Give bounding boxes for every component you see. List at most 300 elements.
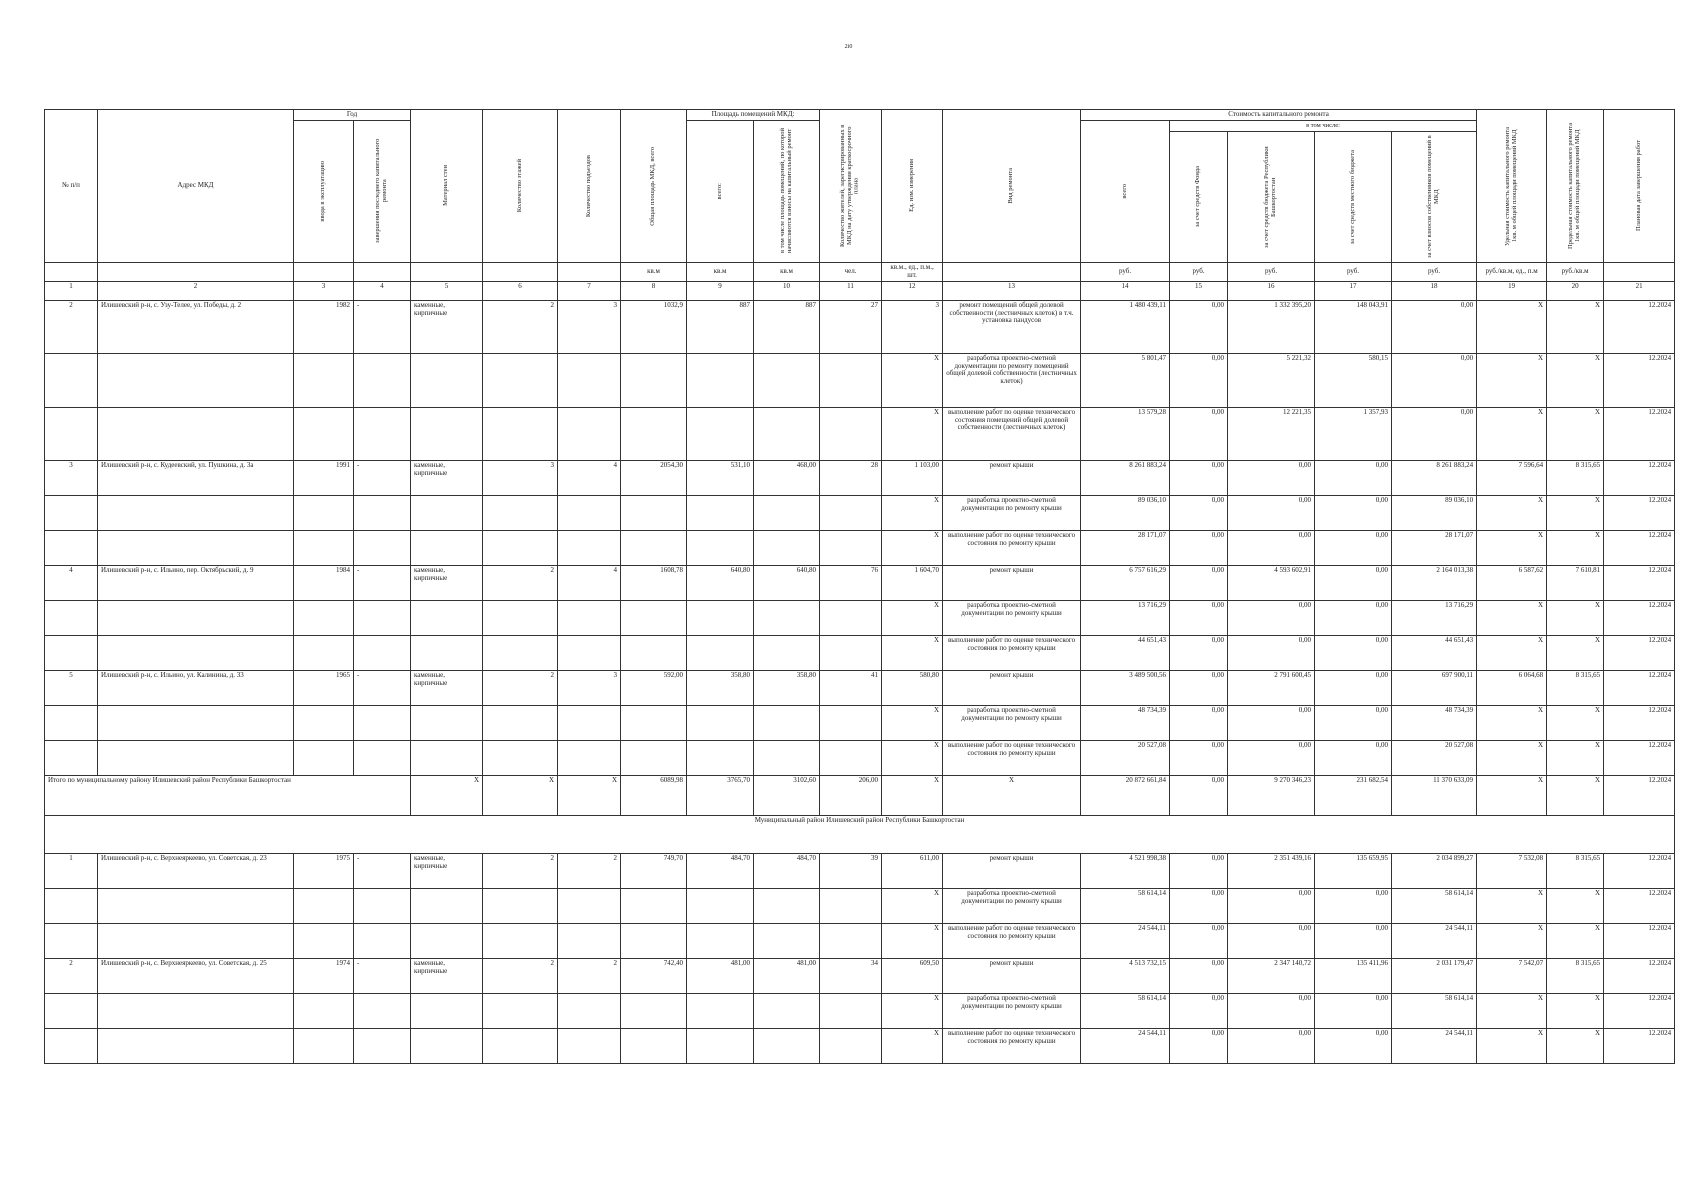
cell-fee xyxy=(754,600,820,635)
header-cost-total: всего xyxy=(1081,120,1170,262)
table-row xyxy=(45,300,1675,353)
cell-s15: 0,00 xyxy=(1170,853,1228,888)
cell-s14: 20 527,08 xyxy=(1081,740,1170,775)
cell-s18: 89 036,10 xyxy=(1392,495,1477,530)
cell-mat: каменные, кирпичные xyxy=(411,670,483,705)
units-row xyxy=(45,262,1675,281)
cell-s16: 0,00 xyxy=(1228,705,1315,740)
cell-floors xyxy=(483,407,558,460)
cell-all: 484,70 xyxy=(687,853,754,888)
cell-no xyxy=(45,353,98,407)
cell-no xyxy=(45,635,98,670)
cell-people xyxy=(820,635,882,670)
cell-year xyxy=(294,353,354,407)
column-number: 17 xyxy=(1315,281,1392,300)
cell-work: ремонт крыши xyxy=(943,460,1081,495)
cell-s15: 0,00 xyxy=(1170,958,1228,993)
cell-no xyxy=(45,888,98,923)
cell-unit: X xyxy=(882,705,943,740)
cell-ent: 3 xyxy=(558,670,621,705)
cell-unit: X xyxy=(882,635,943,670)
table-row xyxy=(45,1028,1675,1063)
cell-s15: 0,00 xyxy=(1170,705,1228,740)
cell-last xyxy=(354,353,411,407)
cell-fee xyxy=(754,495,820,530)
cell-s16: 12 221,35 xyxy=(1228,407,1315,460)
header-residents: Количество жителей, зарегистрированных в МКД на дату утверждения краткосрочного плана xyxy=(820,110,882,263)
cell-fee xyxy=(754,923,820,958)
cell-s19: X xyxy=(1477,635,1547,670)
column-number: 9 xyxy=(687,281,754,300)
cell-people xyxy=(820,740,882,775)
cell-s17: 148 043,91 xyxy=(1315,300,1392,353)
cell-all xyxy=(687,407,754,460)
cell-fee: 358,80 xyxy=(754,670,820,705)
total-cell: 3765,70 xyxy=(687,775,754,815)
cell-last xyxy=(354,635,411,670)
table-row xyxy=(45,705,1675,740)
cell-fee: 484,70 xyxy=(754,853,820,888)
cell-no xyxy=(45,407,98,460)
cell-s18: 2 034 899,27 xyxy=(1392,853,1477,888)
cell-floors xyxy=(483,740,558,775)
cell-floors xyxy=(483,530,558,565)
header-area-all: всего: xyxy=(687,120,754,262)
cell-year xyxy=(294,923,354,958)
header-total-area: Общая площадь МКД, всего xyxy=(621,110,687,263)
cell-s21: 12.2024 xyxy=(1604,740,1675,775)
cell-people: 39 xyxy=(820,853,882,888)
cell-mat xyxy=(411,1028,483,1063)
cell-all: 640,80 xyxy=(687,565,754,600)
cell-s18: 2 031 179,47 xyxy=(1392,958,1477,993)
cell-s14: 1 480 439,11 xyxy=(1081,300,1170,353)
cell-s21: 12.2024 xyxy=(1604,407,1675,460)
cell-year xyxy=(294,495,354,530)
cell-people: 34 xyxy=(820,958,882,993)
table-row xyxy=(45,495,1675,530)
cell-year xyxy=(294,740,354,775)
cell-work: разработка проектно-сметной документации по ремонту крыши xyxy=(943,705,1081,740)
cell-s14: 28 171,07 xyxy=(1081,530,1170,565)
cell-work: разработка проектно-сметной документации по ремонту крыши xyxy=(943,600,1081,635)
cell-all xyxy=(687,888,754,923)
cell-s20: X xyxy=(1547,635,1604,670)
cell-people xyxy=(820,530,882,565)
cell-last xyxy=(354,705,411,740)
cell-s21: 12.2024 xyxy=(1604,993,1675,1028)
column-number: 15 xyxy=(1170,281,1228,300)
cell-s16: 5 221,32 xyxy=(1228,353,1315,407)
cell-s15: 0,00 xyxy=(1170,1028,1228,1063)
cell-address: Илишевский р-н, с. Верхнеяркеево, ул. Советская, д. 25 xyxy=(98,958,294,993)
total-cell: X xyxy=(1547,775,1604,815)
cell-last: - xyxy=(354,670,411,705)
cell-total xyxy=(621,993,687,1028)
total-cell: 206,00 xyxy=(820,775,882,815)
column-number: 2 xyxy=(98,281,294,300)
cell-s20: X xyxy=(1547,1028,1604,1063)
cell-floors xyxy=(483,353,558,407)
cell-year xyxy=(294,705,354,740)
cell-ent xyxy=(558,993,621,1028)
column-number: 21 xyxy=(1604,281,1675,300)
cell-year: 1975 xyxy=(294,853,354,888)
cell-fee: 468,00 xyxy=(754,460,820,495)
total-cell: 11 370 633,09 xyxy=(1392,775,1477,815)
header-work-type: Вид ремонта xyxy=(943,110,1081,263)
cell-unit: X xyxy=(882,923,943,958)
cell-unit: X xyxy=(882,888,943,923)
cell-floors xyxy=(483,888,558,923)
cell-s18: 8 261 883,24 xyxy=(1392,460,1477,495)
unit-cell: кв.м xyxy=(687,262,754,281)
cell-s16: 0,00 xyxy=(1228,460,1315,495)
cell-s15: 0,00 xyxy=(1170,530,1228,565)
cell-year: 1982 xyxy=(294,300,354,353)
cell-s14: 13 579,28 xyxy=(1081,407,1170,460)
cell-fee xyxy=(754,993,820,1028)
cell-year xyxy=(294,530,354,565)
cell-s17: 0,00 xyxy=(1315,1028,1392,1063)
cell-ent: 2 xyxy=(558,853,621,888)
total-cell: 12.2024 xyxy=(1604,775,1675,815)
cell-fee: 640,80 xyxy=(754,565,820,600)
unit-cell: чел. xyxy=(820,262,882,281)
cell-s21: 12.2024 xyxy=(1604,300,1675,353)
cell-floors xyxy=(483,495,558,530)
cell-s17: 0,00 xyxy=(1315,993,1392,1028)
cell-s14: 44 651,43 xyxy=(1081,635,1170,670)
unit-cell: руб./кв.м, ед., п.м xyxy=(1477,262,1547,281)
cell-last: - xyxy=(354,565,411,600)
cell-s16: 1 332 395,20 xyxy=(1228,300,1315,353)
cell-s21: 12.2024 xyxy=(1604,958,1675,993)
cell-ent xyxy=(558,495,621,530)
cell-s20: X xyxy=(1547,300,1604,353)
cell-fee xyxy=(754,1028,820,1063)
cell-work: разработка проектно-сметной документации по ремонту крыши xyxy=(943,993,1081,1028)
cell-unit: X xyxy=(882,530,943,565)
cell-s15: 0,00 xyxy=(1170,670,1228,705)
cell-total: 742,40 xyxy=(621,958,687,993)
cell-s21: 12.2024 xyxy=(1604,565,1675,600)
header-max-cost: Предельная стоимость капитального ремонта 1кв. м общей площади помещений МКД xyxy=(1547,110,1604,263)
cell-all xyxy=(687,600,754,635)
column-number: 1 xyxy=(45,281,98,300)
unit-cell: кв.м xyxy=(621,262,687,281)
total-cell: X xyxy=(1477,775,1547,815)
header-year: Год xyxy=(294,110,411,121)
cell-s16: 2 347 140,72 xyxy=(1228,958,1315,993)
cell-s19: 6 587,62 xyxy=(1477,565,1547,600)
cell-people xyxy=(820,495,882,530)
cell-s20: 8 315,65 xyxy=(1547,460,1604,495)
table-row xyxy=(45,565,1675,600)
cell-work: ремонт крыши xyxy=(943,958,1081,993)
cell-s19: X xyxy=(1477,923,1547,958)
cell-no: 4 xyxy=(45,565,98,600)
cell-fee xyxy=(754,530,820,565)
cell-s17: 580,15 xyxy=(1315,353,1392,407)
header-unit: Ед. изм. измерения xyxy=(882,110,943,263)
cell-year: 1965 xyxy=(294,670,354,705)
cell-total xyxy=(621,1028,687,1063)
cell-s19: X xyxy=(1477,993,1547,1028)
cell-s16: 0,00 xyxy=(1228,888,1315,923)
total-cell: 9 270 346,23 xyxy=(1228,775,1315,815)
cell-no: 2 xyxy=(45,300,98,353)
cell-s20: X xyxy=(1547,530,1604,565)
cell-year xyxy=(294,1028,354,1063)
unit-cell: руб. xyxy=(1228,262,1315,281)
column-number: 19 xyxy=(1477,281,1547,300)
cell-work: разработка проектно-сметной документации по ремонту крыши xyxy=(943,888,1081,923)
table-row xyxy=(45,923,1675,958)
cell-no xyxy=(45,923,98,958)
cell-s16: 2 351 439,16 xyxy=(1228,853,1315,888)
cell-last: - xyxy=(354,300,411,353)
cell-s20: X xyxy=(1547,600,1604,635)
header-budget-local: за счет средств местного бюджета xyxy=(1315,131,1392,262)
cell-work: выполнение работ по оценке технического состояния по ремонту крыши xyxy=(943,635,1081,670)
cell-s14: 3 489 500,56 xyxy=(1081,670,1170,705)
cell-ent: 2 xyxy=(558,958,621,993)
cell-s18: 13 716,29 xyxy=(1392,600,1477,635)
cell-last xyxy=(354,407,411,460)
cell-s19: X xyxy=(1477,407,1547,460)
cell-last xyxy=(354,495,411,530)
header-incl: в том числе: xyxy=(1170,120,1477,131)
cell-address: Илишевский р-н, с. Ильино, ул. Калинина, д. 33 xyxy=(98,670,294,705)
cell-s19: X xyxy=(1477,740,1547,775)
cell-address xyxy=(98,353,294,407)
cell-mat: каменные, кирпичные xyxy=(411,300,483,353)
total-label: Итого по муниципальному району Илишевский район Республики Башкортостан xyxy=(45,775,411,815)
cell-s14: 8 261 883,24 xyxy=(1081,460,1170,495)
cell-total xyxy=(621,600,687,635)
cell-mat xyxy=(411,600,483,635)
cell-floors: 2 xyxy=(483,565,558,600)
cell-floors: 3 xyxy=(483,460,558,495)
cell-s21: 12.2024 xyxy=(1604,353,1675,407)
cell-s19: X xyxy=(1477,495,1547,530)
table-row xyxy=(45,888,1675,923)
cell-last: - xyxy=(354,958,411,993)
cell-mat xyxy=(411,705,483,740)
cell-ent: 4 xyxy=(558,460,621,495)
cell-all: 531,10 xyxy=(687,460,754,495)
column-number: 13 xyxy=(943,281,1081,300)
cell-floors xyxy=(483,705,558,740)
cell-address xyxy=(98,1028,294,1063)
unit-cell: руб. xyxy=(1170,262,1228,281)
cell-year xyxy=(294,635,354,670)
header-plan-date: Плановая дата завершения работ xyxy=(1604,110,1675,263)
header-year-commissioning: ввода в эксплуатацию xyxy=(294,120,354,262)
cell-mat xyxy=(411,888,483,923)
total-cell: X xyxy=(483,775,558,815)
table-row xyxy=(45,353,1675,407)
cell-unit: 609,50 xyxy=(882,958,943,993)
cell-s14: 4 521 998,38 xyxy=(1081,853,1170,888)
cell-fee xyxy=(754,705,820,740)
cell-s18: 20 527,08 xyxy=(1392,740,1477,775)
cell-s20: X xyxy=(1547,740,1604,775)
cell-fee xyxy=(754,740,820,775)
cell-s21: 12.2024 xyxy=(1604,635,1675,670)
cell-s15: 0,00 xyxy=(1170,635,1228,670)
cell-s16: 2 791 600,45 xyxy=(1228,670,1315,705)
cell-s20: X xyxy=(1547,888,1604,923)
cell-all xyxy=(687,635,754,670)
cell-address xyxy=(98,923,294,958)
page-number: 2i0 xyxy=(844,44,853,50)
cell-total: 592,00 xyxy=(621,670,687,705)
cell-address xyxy=(98,407,294,460)
cell-s19: X xyxy=(1477,300,1547,353)
unit-cell: руб. xyxy=(1392,262,1477,281)
cell-mat: каменные, кирпичные xyxy=(411,460,483,495)
cell-s15: 0,00 xyxy=(1170,353,1228,407)
cell-floors: 2 xyxy=(483,958,558,993)
cell-unit: X xyxy=(882,740,943,775)
cell-s16: 0,00 xyxy=(1228,993,1315,1028)
cell-s15: 0,00 xyxy=(1170,740,1228,775)
cell-ent xyxy=(558,407,621,460)
total-cell: X xyxy=(943,775,1081,815)
table-row xyxy=(45,740,1675,775)
total-cell: X xyxy=(558,775,621,815)
cell-all xyxy=(687,993,754,1028)
cell-s20: 8 315,65 xyxy=(1547,958,1604,993)
cell-s16: 0,00 xyxy=(1228,635,1315,670)
column-number: 7 xyxy=(558,281,621,300)
column-number: 6 xyxy=(483,281,558,300)
cell-no xyxy=(45,495,98,530)
cell-s17: 135 411,96 xyxy=(1315,958,1392,993)
total-cell: 231 682,54 xyxy=(1315,775,1392,815)
cell-s16: 4 593 602,91 xyxy=(1228,565,1315,600)
cell-floors xyxy=(483,600,558,635)
cell-people: 28 xyxy=(820,460,882,495)
cell-s17: 0,00 xyxy=(1315,460,1392,495)
cell-s17: 0,00 xyxy=(1315,670,1392,705)
cell-s18: 24 544,11 xyxy=(1392,923,1477,958)
cell-unit: X xyxy=(882,993,943,1028)
table-row xyxy=(45,853,1675,888)
cell-s16: 0,00 xyxy=(1228,600,1315,635)
cell-no xyxy=(45,1028,98,1063)
cell-s17: 0,00 xyxy=(1315,495,1392,530)
cell-year xyxy=(294,993,354,1028)
cell-people xyxy=(820,923,882,958)
cell-s20: X xyxy=(1547,407,1604,460)
cell-work: разработка проектно-сметной документации по ремонту крыши xyxy=(943,495,1081,530)
cell-s18: 58 614,14 xyxy=(1392,993,1477,1028)
cell-ent xyxy=(558,740,621,775)
cell-total xyxy=(621,923,687,958)
cell-unit: X xyxy=(882,353,943,407)
cell-no xyxy=(45,740,98,775)
cell-address xyxy=(98,993,294,1028)
cell-all xyxy=(687,1028,754,1063)
cell-s20: X xyxy=(1547,705,1604,740)
header-fund: за счет средств Фонда xyxy=(1170,131,1228,262)
cell-s15: 0,00 xyxy=(1170,300,1228,353)
cell-s21: 12.2024 xyxy=(1604,888,1675,923)
cell-s19: 7 542,07 xyxy=(1477,958,1547,993)
cell-mat xyxy=(411,993,483,1028)
cell-unit: 611,00 xyxy=(882,853,943,888)
cell-unit: 1 103,00 xyxy=(882,460,943,495)
cell-s18: 48 734,39 xyxy=(1392,705,1477,740)
cell-s19: X xyxy=(1477,353,1547,407)
cell-all xyxy=(687,353,754,407)
cell-s17: 0,00 xyxy=(1315,565,1392,600)
cell-fee: 887 xyxy=(754,300,820,353)
cell-mat xyxy=(411,740,483,775)
cell-people xyxy=(820,888,882,923)
cell-s17: 0,00 xyxy=(1315,600,1392,635)
cell-s16: 0,00 xyxy=(1228,923,1315,958)
header-cost: Стоимость капитального ремонта xyxy=(1081,110,1477,121)
cell-s18: 697 900,11 xyxy=(1392,670,1477,705)
column-number: 4 xyxy=(354,281,411,300)
unit-cell: кв.м., ед., п.м., шт. xyxy=(882,262,943,281)
cell-mat xyxy=(411,495,483,530)
cell-s14: 58 614,14 xyxy=(1081,888,1170,923)
cell-floors: 2 xyxy=(483,853,558,888)
cell-s21: 12.2024 xyxy=(1604,705,1675,740)
cell-total: 1032,9 xyxy=(621,300,687,353)
cell-no xyxy=(45,600,98,635)
cell-last: - xyxy=(354,460,411,495)
header-entrances: Количество подъездов xyxy=(558,110,621,263)
cell-last xyxy=(354,1028,411,1063)
cell-s14: 24 544,11 xyxy=(1081,923,1170,958)
cell-s21: 12.2024 xyxy=(1604,1028,1675,1063)
cell-floors xyxy=(483,1028,558,1063)
cell-s16: 0,00 xyxy=(1228,495,1315,530)
cell-last xyxy=(354,923,411,958)
cell-s16: 0,00 xyxy=(1228,530,1315,565)
table-row xyxy=(45,635,1675,670)
table-row xyxy=(45,407,1675,460)
cell-all xyxy=(687,740,754,775)
cell-address xyxy=(98,705,294,740)
cell-work: разработка проектно-сметной документации по ремонту помещений общей долевой собственности (лестничных клеток) xyxy=(943,353,1081,407)
cell-work: выполнение работ по оценке технического состояния по ремонту крыши xyxy=(943,1028,1081,1063)
cell-people: 41 xyxy=(820,670,882,705)
cell-s21: 12.2024 xyxy=(1604,853,1675,888)
cell-last xyxy=(354,993,411,1028)
cell-s19: X xyxy=(1477,600,1547,635)
total-cell: X xyxy=(882,775,943,815)
cell-fee xyxy=(754,353,820,407)
column-numbers-row xyxy=(45,281,1675,300)
header-year-last-repair: завершения последнего капитального ремонта xyxy=(354,120,411,262)
cell-no: 2 xyxy=(45,958,98,993)
cell-unit: X xyxy=(882,407,943,460)
cell-address xyxy=(98,888,294,923)
cell-people xyxy=(820,993,882,1028)
column-number: 5 xyxy=(411,281,483,300)
header-no: № п/п xyxy=(45,110,98,263)
cell-s17: 0,00 xyxy=(1315,888,1392,923)
cell-s20: 7 610,81 xyxy=(1547,565,1604,600)
cell-address: Илишевский р-н, с. Ильино, пер. Октябрьский, д. 9 xyxy=(98,565,294,600)
